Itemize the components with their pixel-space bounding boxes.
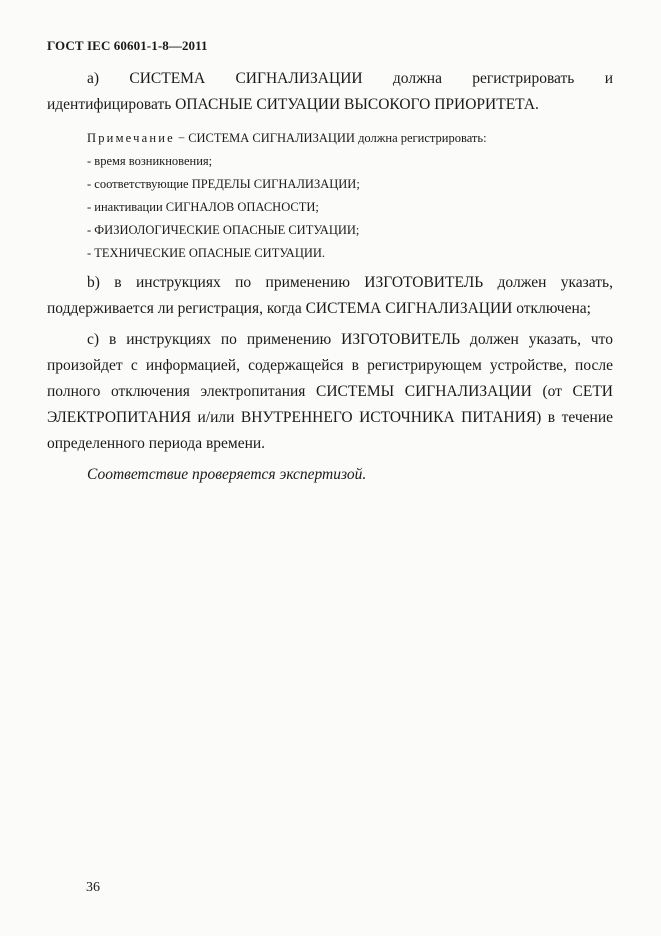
item-a-line-2: идентифицировать ОПАСНЫЕ СИТУАЦИИ ВЫСОКОГО ПРИОРИТЕТА.	[47, 96, 539, 113]
note-list-item: - соответствующие ПРЕДЕЛЫ СИГНАЛИЗАЦИИ;	[87, 177, 360, 191]
item-c-paragraph: с) в инструкциях по применению ИЗГОТОВИТЕЛЬ должен указать, что произойдет с информацией, содержащейся в регистрирующем устройстве, после полного отключения электропитания СИСТЕМЫ СИГНАЛИЗАЦИИ (от СЕТИ ЭЛЕКТРОПИТАНИЯ и/или ВНУТРЕННЕГО ИСТОЧНИКА ПИТАНИЯ) в течение определенного периода времени.	[47, 331, 613, 452]
note-list-item: - время возникновения;	[87, 154, 213, 168]
document-header: ГОСТ IEC 60601-1-8—2011	[47, 38, 208, 53]
note-heading	[47, 127, 613, 150]
note-list-item: - ТЕХНИЧЕСКИЕ ОПАСНЫЕ СИТУАЦИИ.	[87, 246, 326, 260]
item-b-paragraph: b) в инструкциях по применению ИЗГОТОВИТЕЛЬ должен указать, поддерживается ли регистрация, когда СИСТЕМА СИГНАЛИЗАЦИИ отключена;	[47, 274, 613, 317]
page-number: 36	[86, 880, 100, 895]
note-list-item: - инактивации СИГНАЛОВ ОПАСНОСТИ;	[87, 200, 319, 214]
page-body	[47, 66, 613, 488]
conformance-statement: Соответствие проверяется экспертизой.	[87, 466, 367, 483]
note-text: − СИСТЕМА СИГНАЛИЗАЦИИ должна регистрировать:	[174, 131, 487, 145]
note-list-item: - ФИЗИОЛОГИЧЕСКИЕ ОПАСНЫЕ СИТУАЦИИ;	[87, 223, 360, 237]
item-a-line-1: а) СИСТЕМА СИГНАЛИЗАЦИИ должна регистрировать и	[87, 70, 613, 87]
note-block	[47, 127, 613, 265]
note-label: Примечание	[87, 131, 175, 145]
